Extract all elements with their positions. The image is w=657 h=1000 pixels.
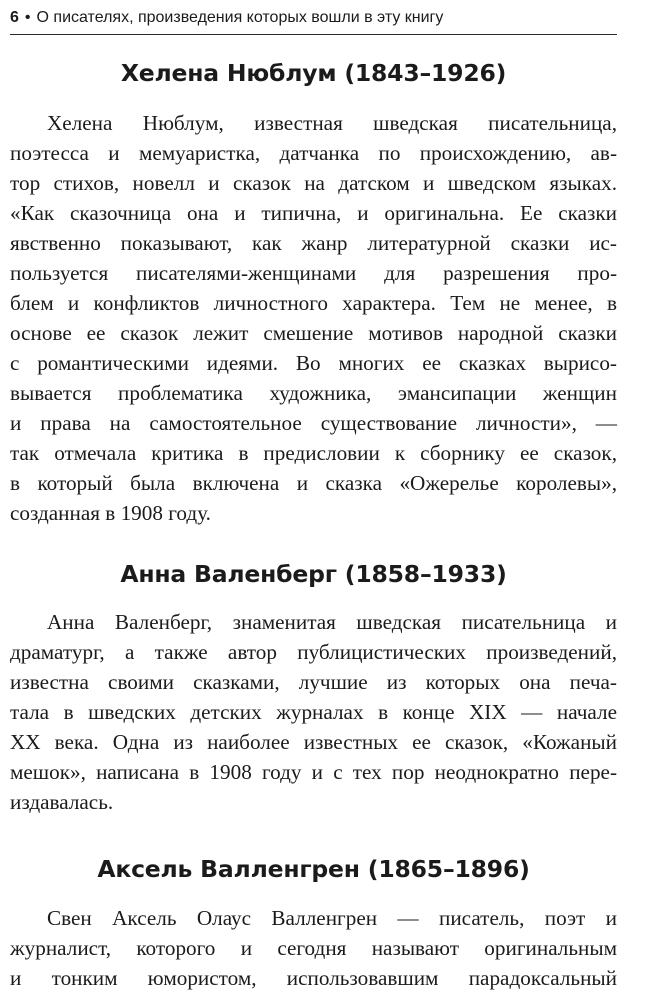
text-line: «Как сказочница она и типична, и оригинальна. Ее сказки xyxy=(10,201,617,225)
text-line: поэтесса и мемуаристка, датчанка по происхождению, ав- xyxy=(10,141,617,165)
text-line: мешок», написана в 1908 году и с тех пор неоднократно пере- xyxy=(10,760,617,784)
text-line: тала в шведских детских журналах в конце XIX — начале xyxy=(10,700,617,724)
running-title: О писателях, произведения которых вошли в эту книгу xyxy=(36,9,444,26)
text-line: и права на самостоятельное существование личности», — xyxy=(10,411,617,435)
text-line: известна своими сказками, лучшие из которых она печа- xyxy=(10,670,617,694)
section-heading-wallengren: Аксель Валленгрен (1865–1896) xyxy=(97,855,530,883)
text-line: XX века. Одна из наиболее известных ее сказок, «Кожаный xyxy=(10,730,617,754)
text-line: с романтическими идеями. Во многих ее сказках вырисо- xyxy=(10,351,617,375)
text-line: Хелена Нюблум, известная шведская писательница, xyxy=(47,111,617,135)
text-line: пользуется писателями-женщинами для разрешения про- xyxy=(10,261,617,285)
text-line: основе ее сказок лежит смешение мотивов народной сказки xyxy=(10,321,617,345)
section-text-wallengren xyxy=(10,903,617,993)
text-line: явственно показывают, как жанр литературной сказки ис- xyxy=(10,231,617,255)
section-heading-nyblom: Хелена Нюблум (1843–1926) xyxy=(120,59,507,87)
text-line: драматург, а также автор публицистических произведений, xyxy=(10,640,617,664)
running-header xyxy=(10,4,617,35)
text-line: вывается проблематика художника, эмансипации женщин xyxy=(10,381,617,405)
text-line: тор стихов, новелл и сказок на датском и шведском языках. xyxy=(10,171,617,195)
text-line: и тонким юмористом, использовавшим парадоксальный xyxy=(10,966,617,990)
text-line: издавалась. xyxy=(10,790,114,814)
text-line: Свен Аксель Олаус Валленгрен — писатель, поэт и xyxy=(47,906,617,930)
section-text-nyblom xyxy=(10,108,617,528)
text-line: блем и конфликтов личностного характера. Тем не менее, в xyxy=(10,291,617,315)
text-line: созданная в 1908 году. xyxy=(10,501,211,525)
header-separator: • xyxy=(24,9,31,26)
section-text-wahlenberg xyxy=(10,607,617,817)
text-line: в который была включена и сказка «Ожерелье королевы», xyxy=(10,471,617,495)
text-line: Анна Валенберг, знаменитая шведская писательница и xyxy=(47,610,617,634)
page-number: 6 xyxy=(10,9,19,26)
text-line: журналист, которого и сегодня называют оригинальным xyxy=(10,936,617,960)
section-heading-wahlenberg: Анна Валенберг (1858–1933) xyxy=(120,560,507,588)
text-line: так отмечала критика в предисловии к сборнику ее сказок, xyxy=(10,441,617,465)
